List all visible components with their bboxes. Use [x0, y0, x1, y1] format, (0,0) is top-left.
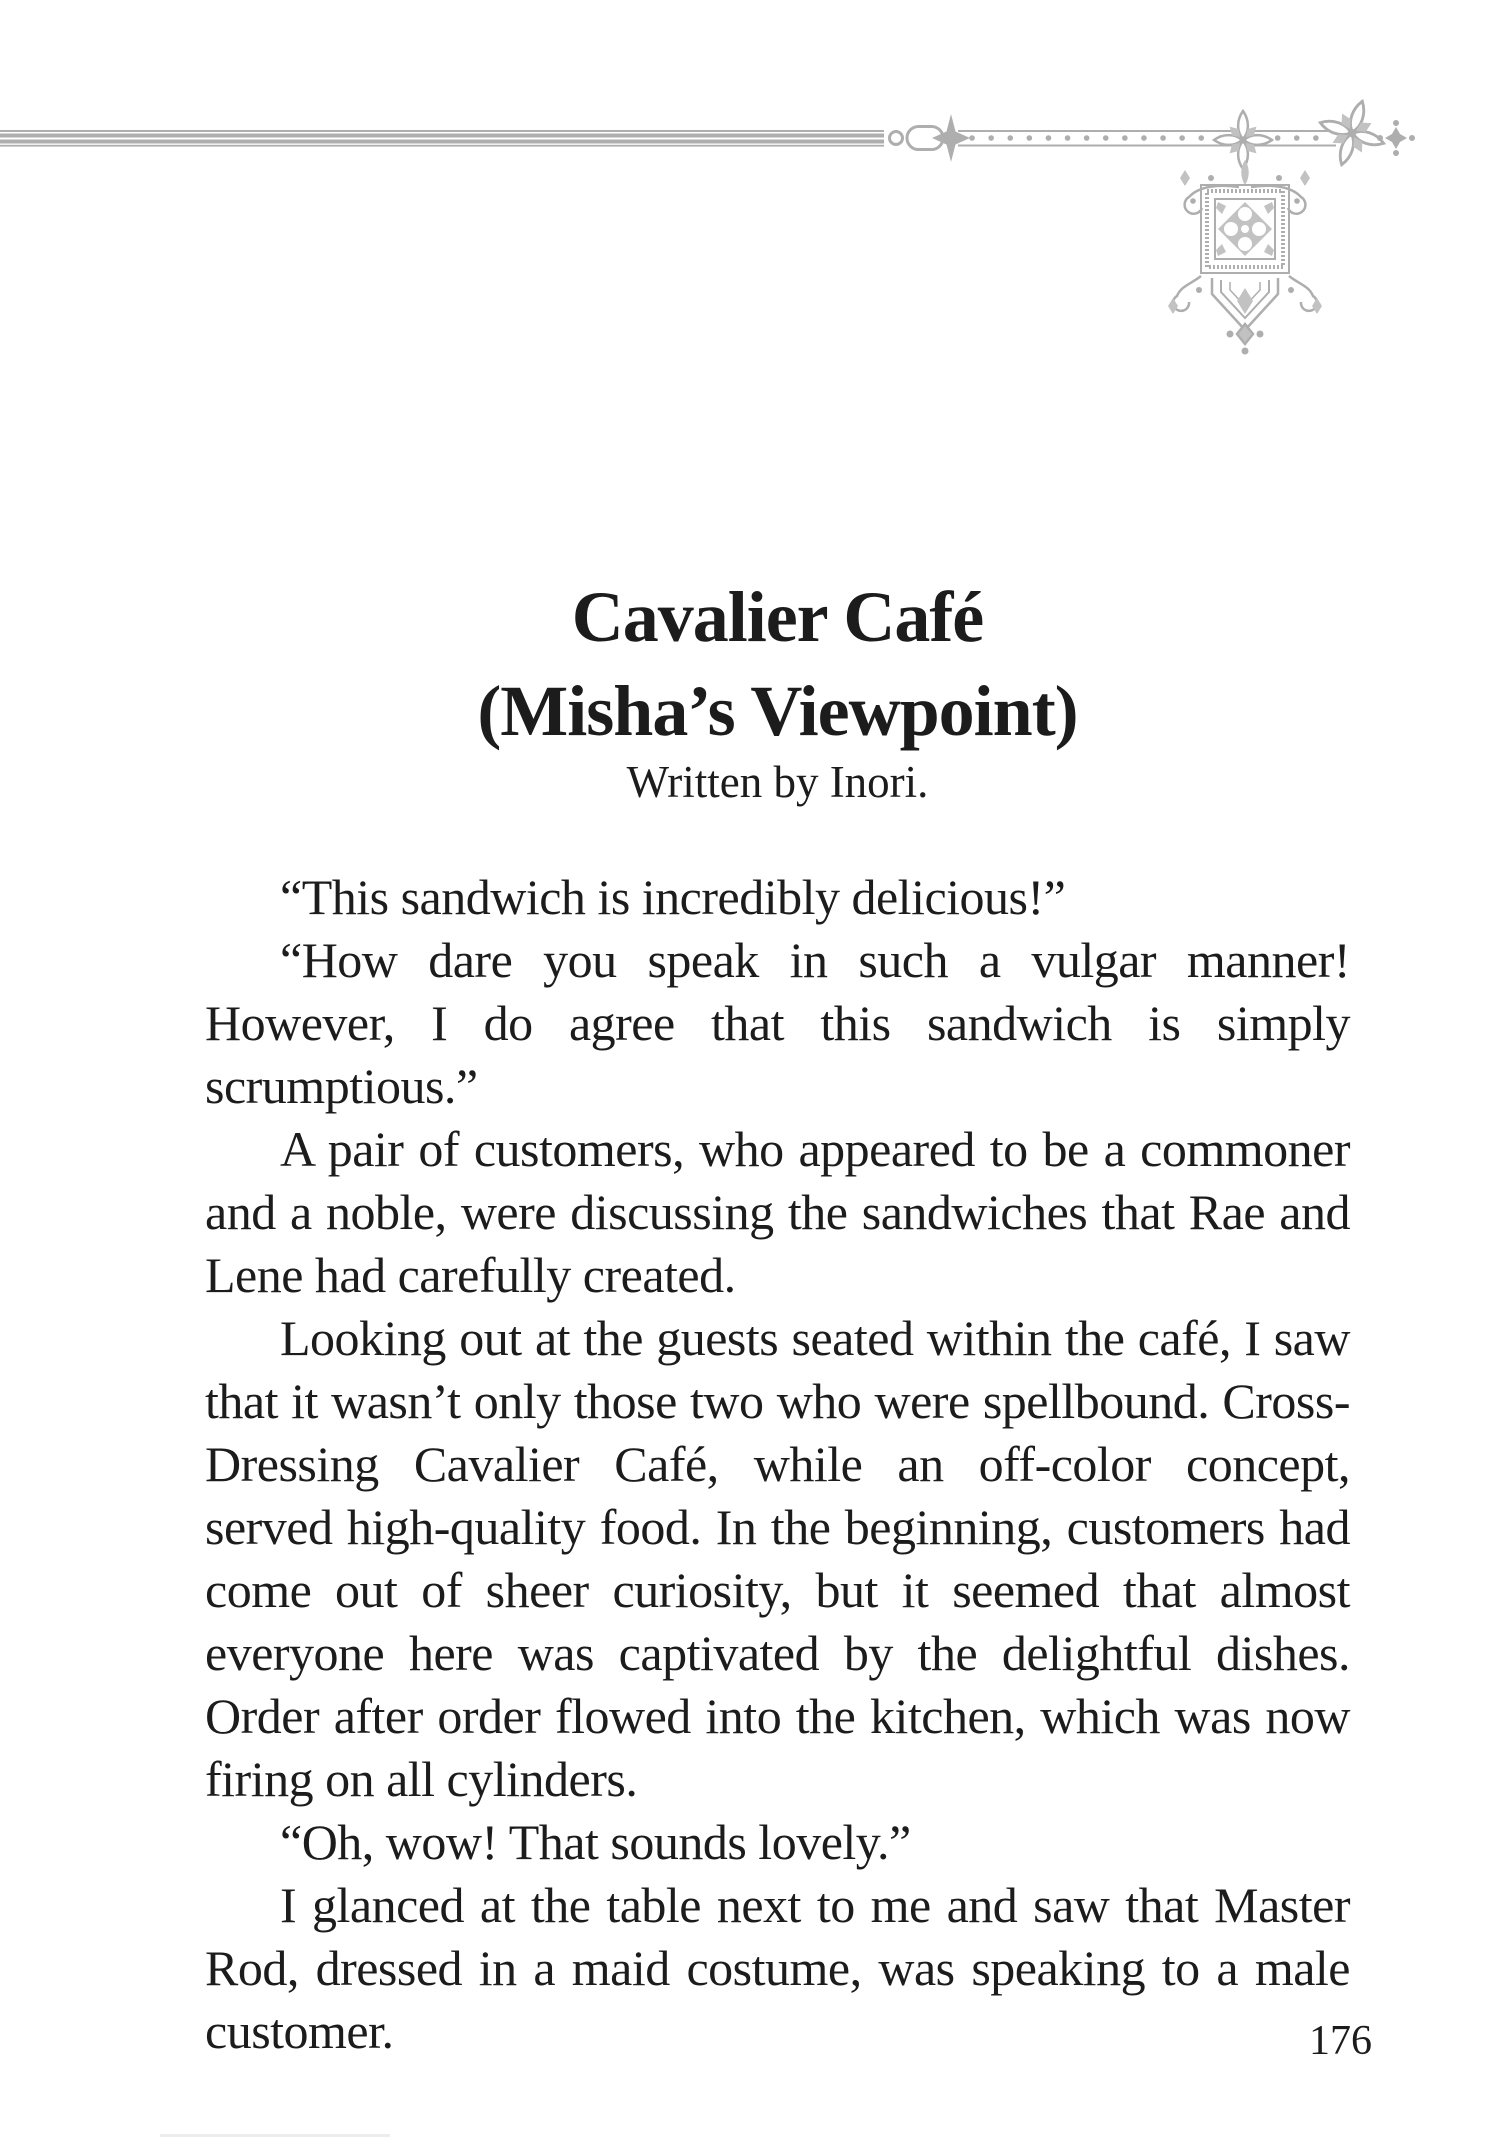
chapter-title-line1: Cavalier Café — [571, 577, 984, 657]
rule-end-finial-icon — [1377, 120, 1415, 156]
body-text — [205, 866, 1350, 2063]
paragraph-dialogue-3: “Oh, wow! That sounds lovely.” — [280, 1814, 911, 1870]
paragraph-narration-2: Looking out at the guests seated within the café, I saw that it wasn’t only those two who were spellbound. Cross-Dressing Cavalier Café, while an off-color concept, served high-quality food. In the beginning, customers had come out of sheer curiosity, but it seemed that almost everyone here was captivated by the delightful dishes. Order after order flowed into the kitchen, which was now firing on all cylinders. — [205, 1310, 1350, 1807]
paragraph-narration-1: A pair of customers, who appeared to be a commoner and a noble, were discussing the sandwiches that Rae and Lene had carefully created. — [205, 1121, 1350, 1303]
chapter-title-line2: (Misha’s Viewpoint) — [477, 671, 1078, 751]
paragraph-dialogue-2: “How dare you speak in such a vulgar manner! However, I do agree that this sandwich is simply scrumptious.” — [205, 932, 1350, 1114]
page-content — [205, 0, 1350, 2063]
byline: Written by Inori. — [626, 757, 929, 807]
page-number: 176 — [1309, 2018, 1372, 2064]
paragraph-dialogue-1: “This sandwich is incredibly delicious!” — [280, 869, 1066, 925]
paragraph-narration-3: I glanced at the table next to me and saw that Master Rod, dressed in a maid costume, was speaking to a male customer. — [205, 1877, 1350, 2059]
chapter-title — [205, 570, 1350, 758]
